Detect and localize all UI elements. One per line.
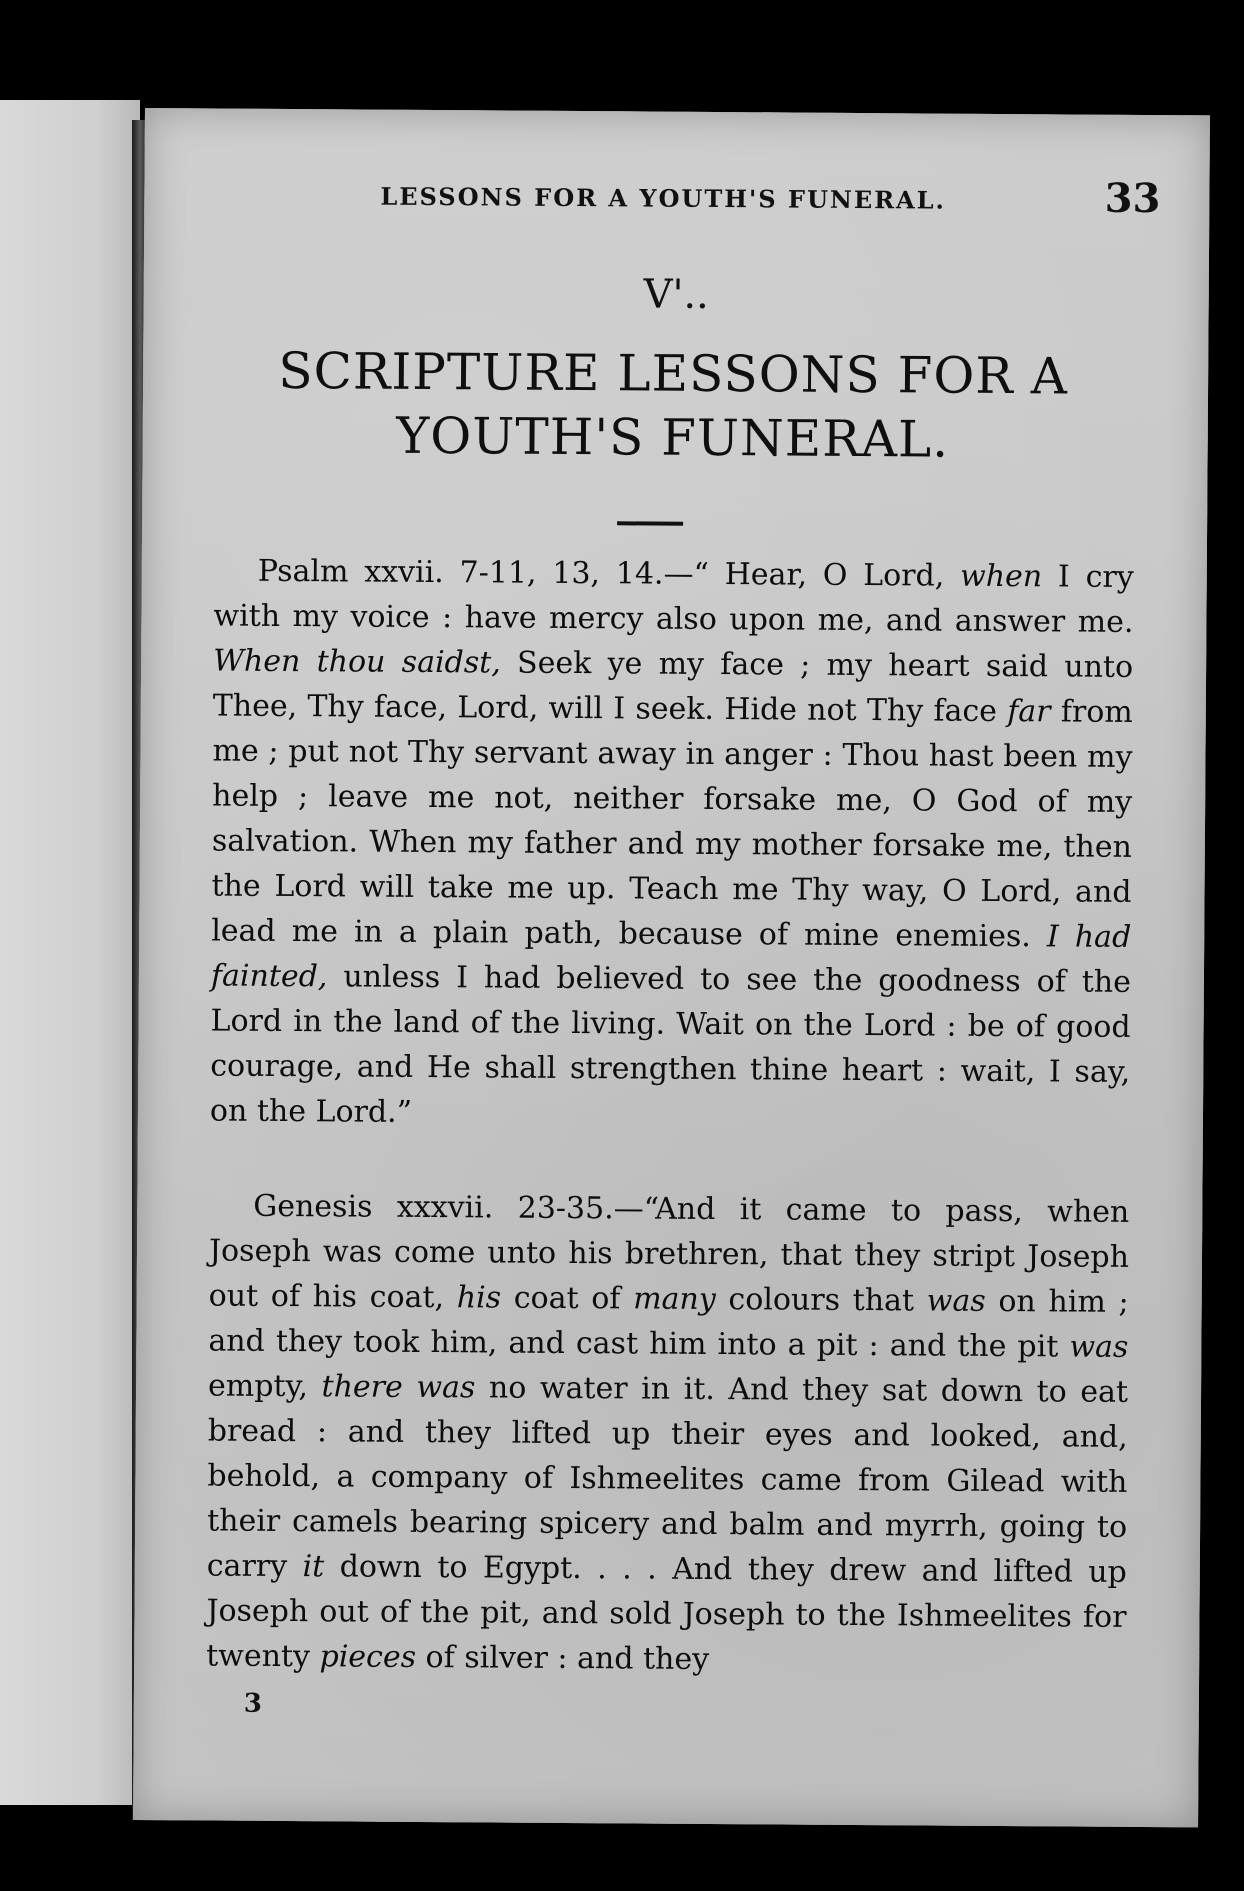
page-title xyxy=(202,338,1143,473)
italic-run: was xyxy=(926,1283,986,1319)
italic-run: far xyxy=(1007,694,1051,730)
text-run: Psalm xxvii. 7-11, 13, 14.—“ Hear, O Lord, xyxy=(257,553,961,594)
title-line-1: SCRIPTURE LESSONS FOR A xyxy=(278,341,1069,406)
section-number: V'.. xyxy=(643,271,710,318)
italic-run: When thou saidst, xyxy=(213,643,501,681)
passage-psalm xyxy=(210,548,1134,1139)
italic-run: when xyxy=(960,558,1043,595)
italic-run: his xyxy=(456,1280,502,1316)
facing-page-edge xyxy=(0,100,140,1805)
italic-run: many xyxy=(633,1281,716,1318)
text-run: colours that xyxy=(715,1282,927,1319)
book-page xyxy=(133,108,1210,1827)
signature-mark: 3 xyxy=(243,1688,263,1719)
heading-rule xyxy=(617,521,683,525)
text-run: from me ; put not Thy servant away in anger : Thou hast been my help ; leave me not, neither forsake me, O God of my salvation. When my father and my mother forsake me, then the Lord will take me up. Teach me Thy way, O Lord, and lead me in a plain path, because of mine enemies. xyxy=(211,694,1133,955)
italic-run: it xyxy=(302,1549,325,1585)
title-line-2: YOUTH'S FUNERAL. xyxy=(396,406,950,469)
page-number: 33 xyxy=(1104,174,1161,223)
text-run: of silver : and they xyxy=(415,1639,710,1677)
italic-run: there was xyxy=(321,1369,476,1406)
text-run: empty, xyxy=(207,1368,322,1405)
text-run: Genesis xxxvii. 23-35.—“And it came to pass, when Joseph was come unto his brethren, that they stript Joseph out of his coat, xyxy=(208,1188,1130,1316)
text-run: down to Egypt. . . . And they drew and lifted up Joseph out of the pit, and sold Joseph to the Ishmeelites for twenty xyxy=(206,1549,1127,1675)
text-run: coat of xyxy=(500,1280,634,1317)
text-run: I cry with my voice : have mercy also upon me, and answer me. xyxy=(213,559,1134,640)
text-run: no water in it. And they sat down to eat bread : and they lifted up their eyes and looked, and, behold, a company of Ishmeelites came from Gilead with their camels bearing spicery and balm and myrrh, going to carry xyxy=(206,1370,1129,1585)
italic-run: was xyxy=(1069,1329,1129,1365)
italic-run: pieces xyxy=(319,1639,417,1675)
passage-genesis xyxy=(206,1183,1129,1684)
running-head xyxy=(380,170,1160,235)
text-run: on him ; and they took him, and cast him into a pit : and the pit xyxy=(208,1283,1129,1365)
running-title: LESSONS FOR A YOUTH'S FUNERAL. xyxy=(380,181,947,215)
text-run: Seek ye my face ; my heart said unto Thee, Thy face, Lord, will I seek. Hide not Thy face xyxy=(212,645,1134,730)
text-run: unless I had believed to see the goodness of the Lord in the land of the living. Wait on the Lord : be of good courage, and He shall strengthen thine heart : wait, I say, on the Lord.” xyxy=(209,959,1132,1130)
italic-run: I had fainted, xyxy=(210,919,1132,995)
